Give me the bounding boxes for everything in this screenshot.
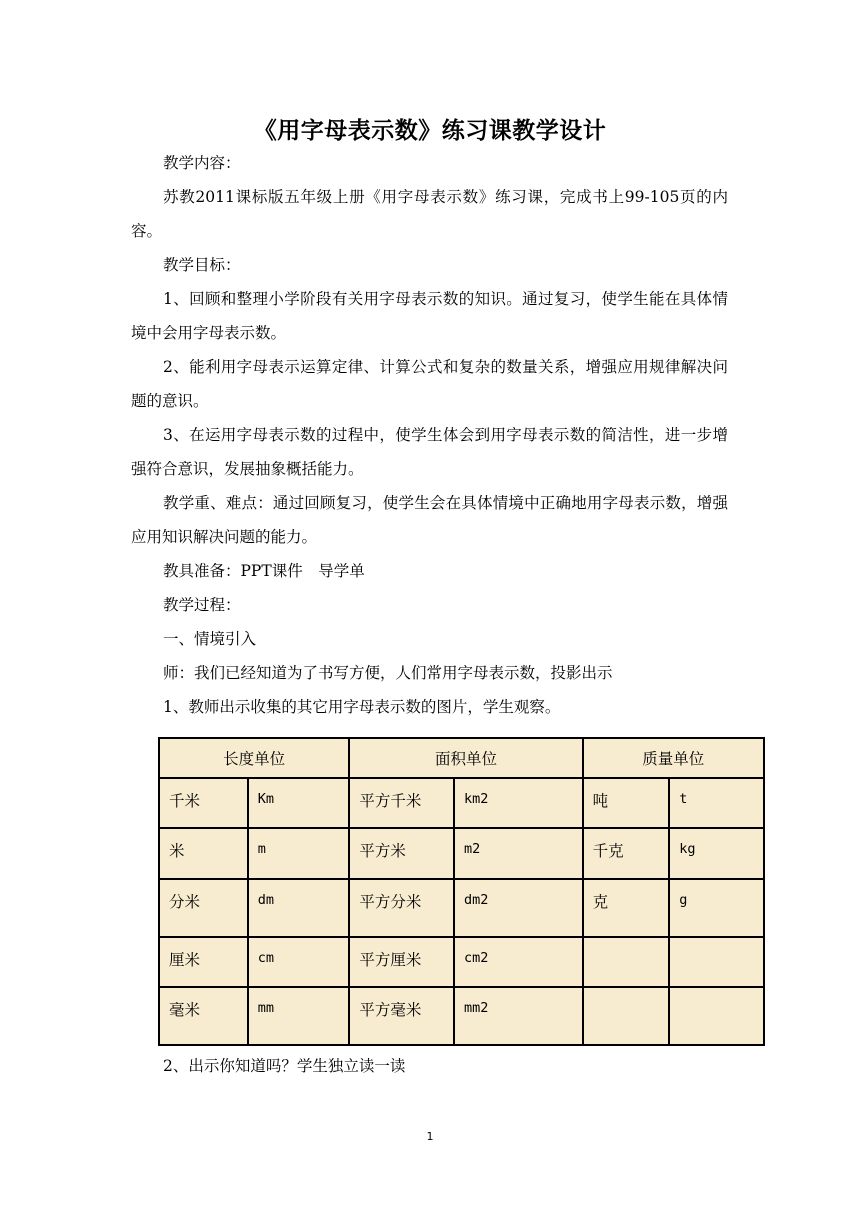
document-title: 《用字母表示数》练习课教学设计 [253, 118, 607, 144]
table-cell: km2 [464, 791, 489, 807]
table-cell: 平方千米 [359, 792, 422, 810]
paragraph-teacher-statement: 师：我们已经知道为了书写方便，人们常用字母表示数，投影出示 [163, 664, 613, 682]
table-header-area: 面积单位 [349, 738, 582, 778]
table-cell: kg [679, 841, 696, 857]
paragraph-teaching-content-heading: 教学内容： [163, 154, 241, 172]
table-cell: cm [257, 950, 274, 966]
table-cell: m [257, 841, 266, 857]
table-cell: mm [257, 1000, 274, 1016]
table-cell: 克 [592, 893, 609, 911]
table-row [159, 987, 764, 1045]
table-cell: 平方毫米 [359, 1001, 422, 1019]
units-table [158, 737, 765, 1046]
page-number: 1 [426, 1130, 434, 1143]
table-cell: g [679, 892, 688, 908]
paragraph-materials: 教具准备：PPT课件 导学单 [163, 562, 365, 580]
table-cell: 千米 [169, 792, 201, 810]
table-cell: 平方厘米 [359, 951, 422, 969]
table-header-length: 长度单位 [159, 738, 349, 778]
table-cell: m2 [464, 841, 481, 857]
table-cell: dm [257, 892, 274, 908]
table-header-row [159, 738, 764, 778]
table-header-mass: 质量单位 [583, 738, 764, 778]
table-cell: t [679, 791, 688, 807]
table-cell: 分米 [169, 893, 201, 911]
table-cell: 平方米 [359, 842, 406, 860]
table-cell [584, 938, 669, 948]
paragraph-key-points: 教学重、难点：通过回顾复习，使学生会在具体情境中正确地用字母表示数，增强应用知识解决问题的能力。 [131, 494, 728, 546]
table-row [159, 778, 764, 828]
table-cell [670, 988, 763, 1000]
table-cell [670, 938, 763, 950]
table-cell: dm2 [464, 892, 489, 908]
table-row [159, 828, 764, 879]
table-cell: 厘米 [169, 951, 201, 969]
paragraph-goal-3: 3、在运用字母表示数的过程中，使学生体会到用字母表示数的简洁性，进一步增强符合意识，发展抽象概括能力。 [131, 426, 728, 478]
paragraph-teaching-goals-heading: 教学目标： [163, 256, 241, 274]
paragraph-process-heading: 教学过程： [163, 596, 241, 614]
table-cell: 米 [169, 842, 185, 860]
table-cell: mm2 [464, 1000, 489, 1016]
table-row [159, 879, 764, 937]
table-cell [584, 988, 669, 998]
table-cell: 吨 [592, 792, 609, 810]
paragraph-goal-2: 2、能利用字母表示运算定律、计算公式和复杂的数量关系，增强应用规律解决问题的意识。 [131, 358, 728, 410]
table-cell: cm2 [464, 950, 489, 966]
table-cell: 毫米 [169, 1001, 201, 1019]
table-cell: Km [257, 791, 274, 807]
paragraph-goal-1: 1、回顾和整理小学阶段有关用字母表示数的知识。通过复习，使学生能在具体情境中会用字母表示数。 [131, 290, 728, 342]
paragraph-section-intro: 一、情境引入 [163, 630, 257, 648]
table-cell: 平方分米 [359, 893, 422, 911]
paragraph-step-1: 1、教师出示收集的其它用字母表示数的图片，学生观察。 [163, 698, 561, 716]
table-row [159, 937, 764, 987]
paragraph-teaching-content: 苏教2011课标版五年级上册《用字母表示数》练习课，完成书上99-105页的内容。 [131, 188, 728, 240]
paragraph-step-2: 2、出示你知道吗？学生独立读一读 [163, 1057, 406, 1075]
table-cell: 千克 [592, 842, 624, 860]
